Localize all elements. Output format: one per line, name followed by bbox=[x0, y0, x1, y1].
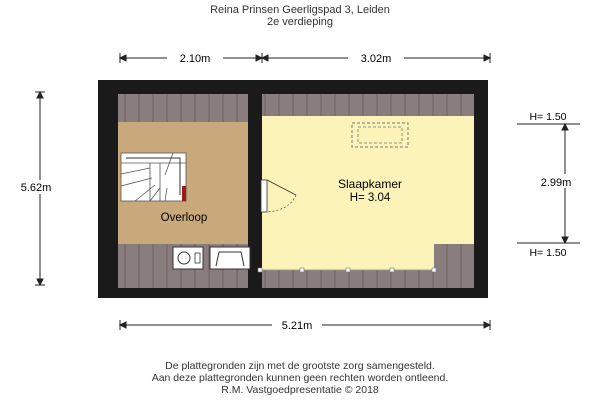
staircase bbox=[121, 153, 186, 201]
roof-height-top: H= 1.50 bbox=[529, 111, 567, 123]
bedroom-height-label: H= 3.04 bbox=[349, 192, 391, 204]
roof-slope-top-right bbox=[262, 94, 474, 116]
dim-right-width: 3.02m bbox=[360, 53, 392, 65]
landing-label: Overloop bbox=[160, 212, 208, 224]
dim-depth: 5.62m bbox=[20, 182, 52, 194]
washing-machine bbox=[173, 247, 203, 269]
disclaimer-line-2: Aan deze plattegronden kunnen geen rechten worden ontleend. bbox=[151, 372, 449, 384]
roof-span: 2.99m bbox=[540, 177, 572, 189]
plan-subtitle: 2e verdieping bbox=[266, 16, 334, 28]
dim-total-width: 5.21m bbox=[281, 320, 313, 332]
plan-title: Reina Prinsen Geerligspad 3, Leiden bbox=[210, 4, 390, 16]
dryer bbox=[210, 247, 250, 269]
disclaimer-line-1: De plattegronden zijn met de grootste zorg samengesteld. bbox=[165, 360, 435, 372]
roof-height-bottom: H= 1.50 bbox=[529, 247, 567, 259]
bedroom-label: Slaapkamer bbox=[337, 177, 403, 191]
dim-left-width: 2.10m bbox=[179, 53, 211, 65]
copyright-line: R.M. Vastgoedpresentatie © 2018 bbox=[221, 384, 379, 396]
roof-slope-top-left bbox=[118, 94, 248, 122]
